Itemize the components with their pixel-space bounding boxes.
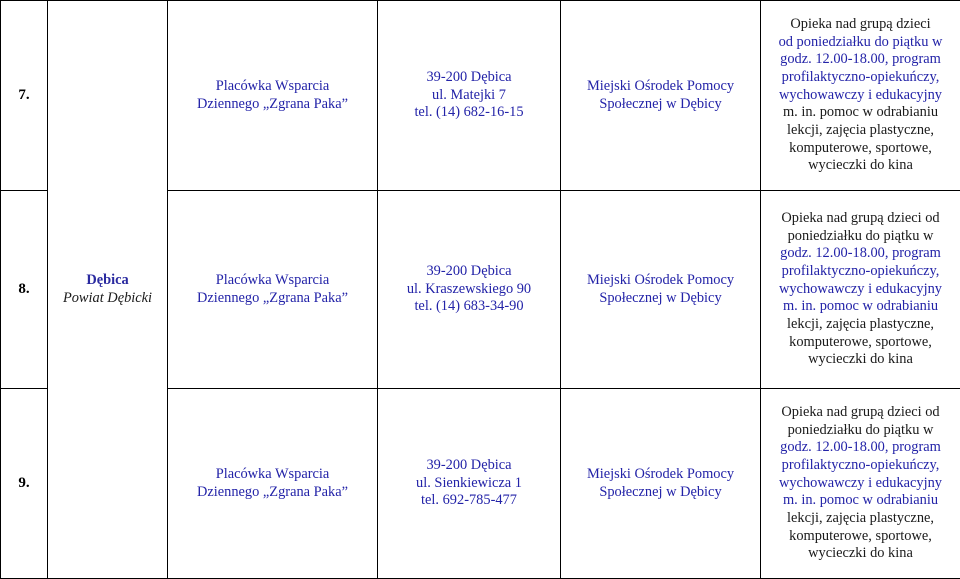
operator-cell [561,191,761,389]
description-line: wychowawczy i edukacyjny [763,475,958,493]
location-cell [48,1,168,579]
description-line: profilaktyczno-opiekuńczy, [763,263,958,281]
operator-line: Społecznej w Dębicy [563,290,758,308]
operator-line: Miejski Ośrodek Pomocy [563,272,758,290]
address-line: ul. Kraszewskiego 90 [380,281,558,299]
city-name: Dębica [50,272,165,290]
description-line: profilaktyczno-opiekuńczy, [763,457,958,475]
address-cell [378,389,561,579]
description-line: Opieka nad grupą dzieci od [763,404,958,422]
operator-cell [561,1,761,191]
facility-line: Placówka Wsparcia [170,466,375,484]
description-line: wychowawczy i edukacyjny [763,87,958,105]
row-number: 7. [1,1,48,191]
powiat-name: Powiat Dębicki [50,290,165,308]
facility-line: Placówka Wsparcia [170,272,375,290]
address-cell [378,191,561,389]
address-line: ul. Sienkiewicza 1 [380,475,558,493]
address-line: tel. (14) 683-34-90 [380,298,558,316]
row-number: 9. [1,389,48,579]
facility-line: Dziennego „Zgrana Paka” [170,96,375,114]
description-cell [761,389,960,579]
description-line: wycieczki do kina [763,545,958,563]
description-line: poniedziałku do piątku w [763,228,958,246]
description-line: komputerowe, sportowe, [763,334,958,352]
description-line: godz. 12.00-18.00, program [763,245,958,263]
description-line: wycieczki do kina [763,351,958,369]
address-line: ul. Matejki 7 [380,87,558,105]
description-line: m. in. pomoc w odrabianiu [763,104,958,122]
address-line: 39-200 Dębica [380,457,558,475]
description-line: od poniedziałku do piątku w [763,34,958,52]
table-row [1,1,960,191]
description-line: m. in. pomoc w odrabianiu [763,298,958,316]
operator-line: Miejski Ośrodek Pomocy [563,466,758,484]
facility-cell [168,389,378,579]
description-line: komputerowe, sportowe, [763,528,958,546]
description-line: Opieka nad grupą dzieci [763,16,958,34]
description-line: lekcji, zajęcia plastyczne, [763,510,958,528]
description-line: godz. 12.00-18.00, program [763,51,958,69]
description-cell [761,1,960,191]
operator-cell [561,389,761,579]
address-line: 39-200 Dębica [380,69,558,87]
address-cell [378,1,561,191]
description-line: godz. 12.00-18.00, program [763,439,958,457]
facility-line: Placówka Wsparcia [170,78,375,96]
facility-cell [168,191,378,389]
description-line: m. in. pomoc w odrabianiu [763,492,958,510]
facility-line: Dziennego „Zgrana Paka” [170,484,375,502]
description-line: wycieczki do kina [763,157,958,175]
operator-line: Miejski Ośrodek Pomocy [563,78,758,96]
address-line: tel. (14) 682-16-15 [380,104,558,122]
description-line: komputerowe, sportowe, [763,140,958,158]
description-line: wychowawczy i edukacyjny [763,281,958,299]
facility-line: Dziennego „Zgrana Paka” [170,290,375,308]
address-line: 39-200 Dębica [380,263,558,281]
operator-line: Społecznej w Dębicy [563,96,758,114]
description-cell [761,191,960,389]
facility-cell [168,1,378,191]
operator-line: Społecznej w Dębicy [563,484,758,502]
description-line: poniedziałku do piątku w [763,422,958,440]
row-number: 8. [1,191,48,389]
description-line: profilaktyczno-opiekuńczy, [763,69,958,87]
address-line: tel. 692-785-477 [380,492,558,510]
description-line: Opieka nad grupą dzieci od [763,210,958,228]
description-line: lekcji, zajęcia plastyczne, [763,316,958,334]
description-line: lekcji, zajęcia plastyczne, [763,122,958,140]
